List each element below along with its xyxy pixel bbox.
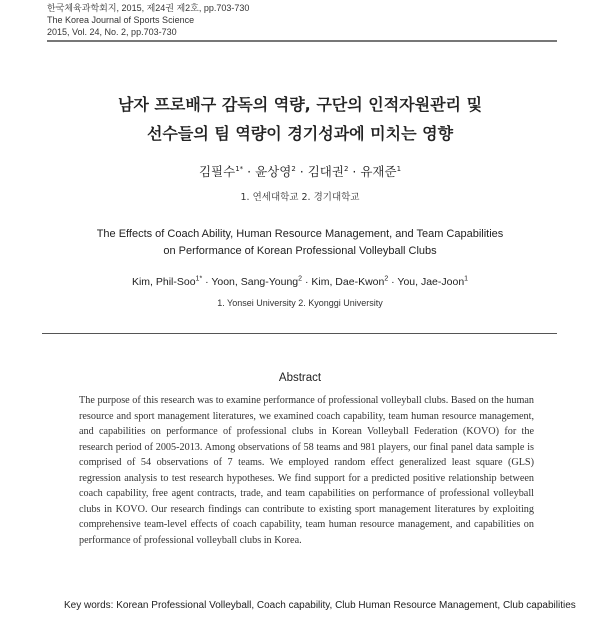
author-separator: · bbox=[302, 276, 312, 288]
journal-header-english: The Korea Journal of Sports Science bbox=[47, 15, 195, 25]
author-name: 김필수 bbox=[198, 164, 236, 179]
author-name: 김대권 bbox=[307, 164, 344, 179]
author-superscript: 2 bbox=[384, 275, 389, 283]
author-name: Kim, Phil-Soo bbox=[131, 276, 196, 288]
keywords-text: Korean Professional Volleyball, Coach capability, Club Human Resource Management, Club capabilities bbox=[116, 600, 576, 611]
section-divider bbox=[42, 333, 557, 334]
author-name: Kim, Dae-Kwon bbox=[311, 276, 385, 288]
english-affiliations: 1. Yonsei University 2. Kyonggi University bbox=[217, 298, 383, 308]
journal-header-volume: 2015, Vol. 24, No. 2, pp.703-730 bbox=[47, 27, 177, 37]
author-superscript: 2 bbox=[298, 275, 303, 283]
english-title-line2: on Performance of Korean Professional Volleyball Clubs bbox=[163, 245, 437, 257]
english-title-line1: The Effects of Coach Ability, Human Resource Management, and Team Capabilities bbox=[96, 228, 504, 240]
korean-authors bbox=[40, 162, 560, 180]
english-authors bbox=[40, 276, 560, 288]
author-separator: · bbox=[348, 164, 361, 179]
korean-title-line1: 남자 프로배구 감독의 역량, 구단의 인적자원관리 및 bbox=[117, 95, 483, 114]
author-separator: · bbox=[388, 276, 398, 288]
author-name: You, Jae-Joon bbox=[397, 276, 465, 288]
header-divider bbox=[47, 40, 557, 42]
author-name: Yoon, Sang-Young bbox=[211, 276, 299, 288]
author-superscript: 1 bbox=[464, 275, 469, 283]
abstract-body: The purpose of this research was to examine performance of professional volleyball clubs. Based on the human resource and sport management literatures, we examined coach capability, team human resource management, and capabilities on performance of professional clubs in Korean Volleyball Federation (KOVO) for the research period of 2005-2013. Among observations of 58 teams and 981 players, our final panel data sample is comprised of 54 observations of 7 teams. We employed random effect generalized least square (GLS) regression analysis to test research hypotheses. We find support for a predicted positive relationship between coach capability, free agent contracts, trade, and team capabilities on performance of professional volleyball clubs in KOVO. Our research findings can contribute to existing sport management literatures by exploiting comprehensive team-level effects of coach capability, team human resource management, and capabilities on performance of professional volleyball clubs in Korea. bbox=[79, 395, 534, 546]
author-name: 윤상영 bbox=[255, 164, 292, 179]
author-separator: · bbox=[243, 164, 256, 179]
abstract-heading: Abstract bbox=[278, 372, 322, 384]
author-name: 유재준 bbox=[360, 164, 397, 179]
korean-title-line2: 선수들의 팀 역량이 경기성과에 미치는 영향 bbox=[146, 124, 454, 143]
author-superscript: 2 bbox=[291, 164, 296, 173]
author-superscript: 2 bbox=[343, 164, 349, 173]
author-separator: · bbox=[202, 276, 212, 288]
korean-affiliations: 1. 연세대학교 2. 경기대학교 bbox=[240, 192, 360, 203]
author-separator: · bbox=[295, 164, 308, 179]
keywords-label: Key words: bbox=[64, 600, 114, 611]
author-superscript: 1* bbox=[235, 164, 244, 173]
journal-header-korean: 한국체육과학회지, 2015, 제24권 제2호, pp.703-730 bbox=[47, 3, 250, 13]
keywords bbox=[64, 598, 600, 613]
journal-header bbox=[47, 2, 249, 38]
author-superscript: 1* bbox=[195, 275, 203, 283]
author-superscript: 1 bbox=[396, 164, 402, 173]
